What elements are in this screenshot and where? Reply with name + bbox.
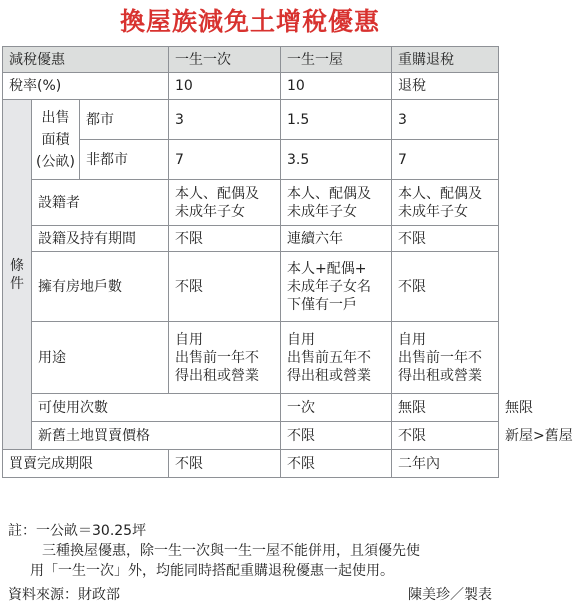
deadline-one-house: 不限 — [281, 450, 392, 478]
registration-label: 設籍者 — [32, 180, 169, 226]
footnote-line-2: 三種換屋優惠，除一生一次與一生一屋不能併用，且須優先使 — [42, 543, 420, 559]
footnote — [8, 521, 494, 581]
source-text: 資料來源：財政部 — [8, 587, 120, 603]
deadline-label: 買賣完成期限 — [3, 450, 169, 478]
header-one-house: 一生一屋 — [281, 47, 392, 73]
usage-one-house: 自用 出售前五年不 得出租或營業 — [281, 322, 392, 394]
households-label: 擁有房地戶數 — [32, 252, 169, 322]
header-benefit-type: 減稅優惠 — [3, 47, 169, 73]
tax-rate-row — [3, 73, 499, 100]
deadline-refund: 二年內 — [392, 450, 499, 478]
times-label: 可使用次數 — [32, 394, 281, 422]
times-once: 一次 — [281, 394, 392, 422]
price-label: 新舊土地買賣價格 — [32, 422, 281, 450]
usage-row — [3, 322, 499, 394]
table-header-row — [3, 47, 499, 73]
footnote-line-3: 用「一生一次」外，均能同時搭配重購退稅優惠一起使用。 — [30, 563, 394, 579]
registration-once: 本人、配偶及 未成年子女 — [169, 180, 281, 226]
area-label: 出售 面積 (公畝) — [32, 100, 80, 180]
price-row: 新舊土地買賣價格 不限 不限 新屋>舊屋 — [3, 422, 499, 450]
tax-benefit-table — [2, 46, 573, 478]
deadline-row — [3, 450, 499, 478]
area-nonurban-one-house: 3.5 — [281, 140, 392, 180]
header-repurchase-refund: 重購退稅 — [392, 47, 499, 73]
households-once: 不限 — [169, 252, 281, 322]
holding-period-row — [3, 226, 499, 252]
price-one-house: 不限 — [392, 422, 499, 450]
times-row: 可使用次數 一次 無限 無限 — [3, 394, 499, 422]
footnote-line-1: 註：一公畝＝30.25坪 — [8, 523, 147, 539]
area-urban-label: 都市 — [80, 100, 169, 140]
area-nonurban-once: 7 — [169, 140, 281, 180]
area-nonurban-label: 非都市 — [80, 140, 169, 180]
usage-refund: 自用 出售前一年不 得出租或營業 — [392, 322, 499, 394]
tax-rate-once: 10 — [169, 73, 281, 100]
source-line — [8, 585, 492, 605]
times-one-house: 無限 — [392, 394, 499, 422]
deadline-once: 不限 — [169, 450, 281, 478]
households-refund: 不限 — [392, 252, 499, 322]
usage-once: 自用 出售前一年不 得出租或營業 — [169, 322, 281, 394]
infographic-title: 換屋族減免土增稅優惠 — [119, 7, 380, 36]
holding-period-label: 設籍及持有期間 — [32, 226, 169, 252]
area-urban-row — [3, 100, 499, 140]
tax-rate-refund: 退稅 — [392, 73, 499, 100]
tax-rate-label: 稅率(%) — [3, 73, 169, 100]
registration-refund: 本人、配偶及 未成年子女 — [392, 180, 499, 226]
credit-text: 陳美珍／製表 — [408, 587, 492, 603]
holding-period-refund: 不限 — [392, 226, 499, 252]
area-urban-once: 3 — [169, 100, 281, 140]
households-row — [3, 252, 499, 322]
holding-period-once: 不限 — [169, 226, 281, 252]
header-once-in-life: 一生一次 — [169, 47, 281, 73]
registration-one-house: 本人、配偶及 未成年子女 — [281, 180, 392, 226]
holding-period-one-house: 連續六年 — [281, 226, 392, 252]
area-urban-one-house: 1.5 — [281, 100, 392, 140]
area-urban-refund: 3 — [392, 100, 499, 140]
price-once: 不限 — [281, 422, 392, 450]
households-one-house: 本人+配偶+ 未成年子女名 下僅有一戶 — [281, 252, 392, 322]
tax-rate-one-house: 10 — [281, 73, 392, 100]
registration-row — [3, 180, 499, 226]
area-nonurban-refund: 7 — [392, 140, 499, 180]
usage-label: 用途 — [32, 322, 169, 394]
conditions-label: 條 件 — [3, 100, 32, 450]
